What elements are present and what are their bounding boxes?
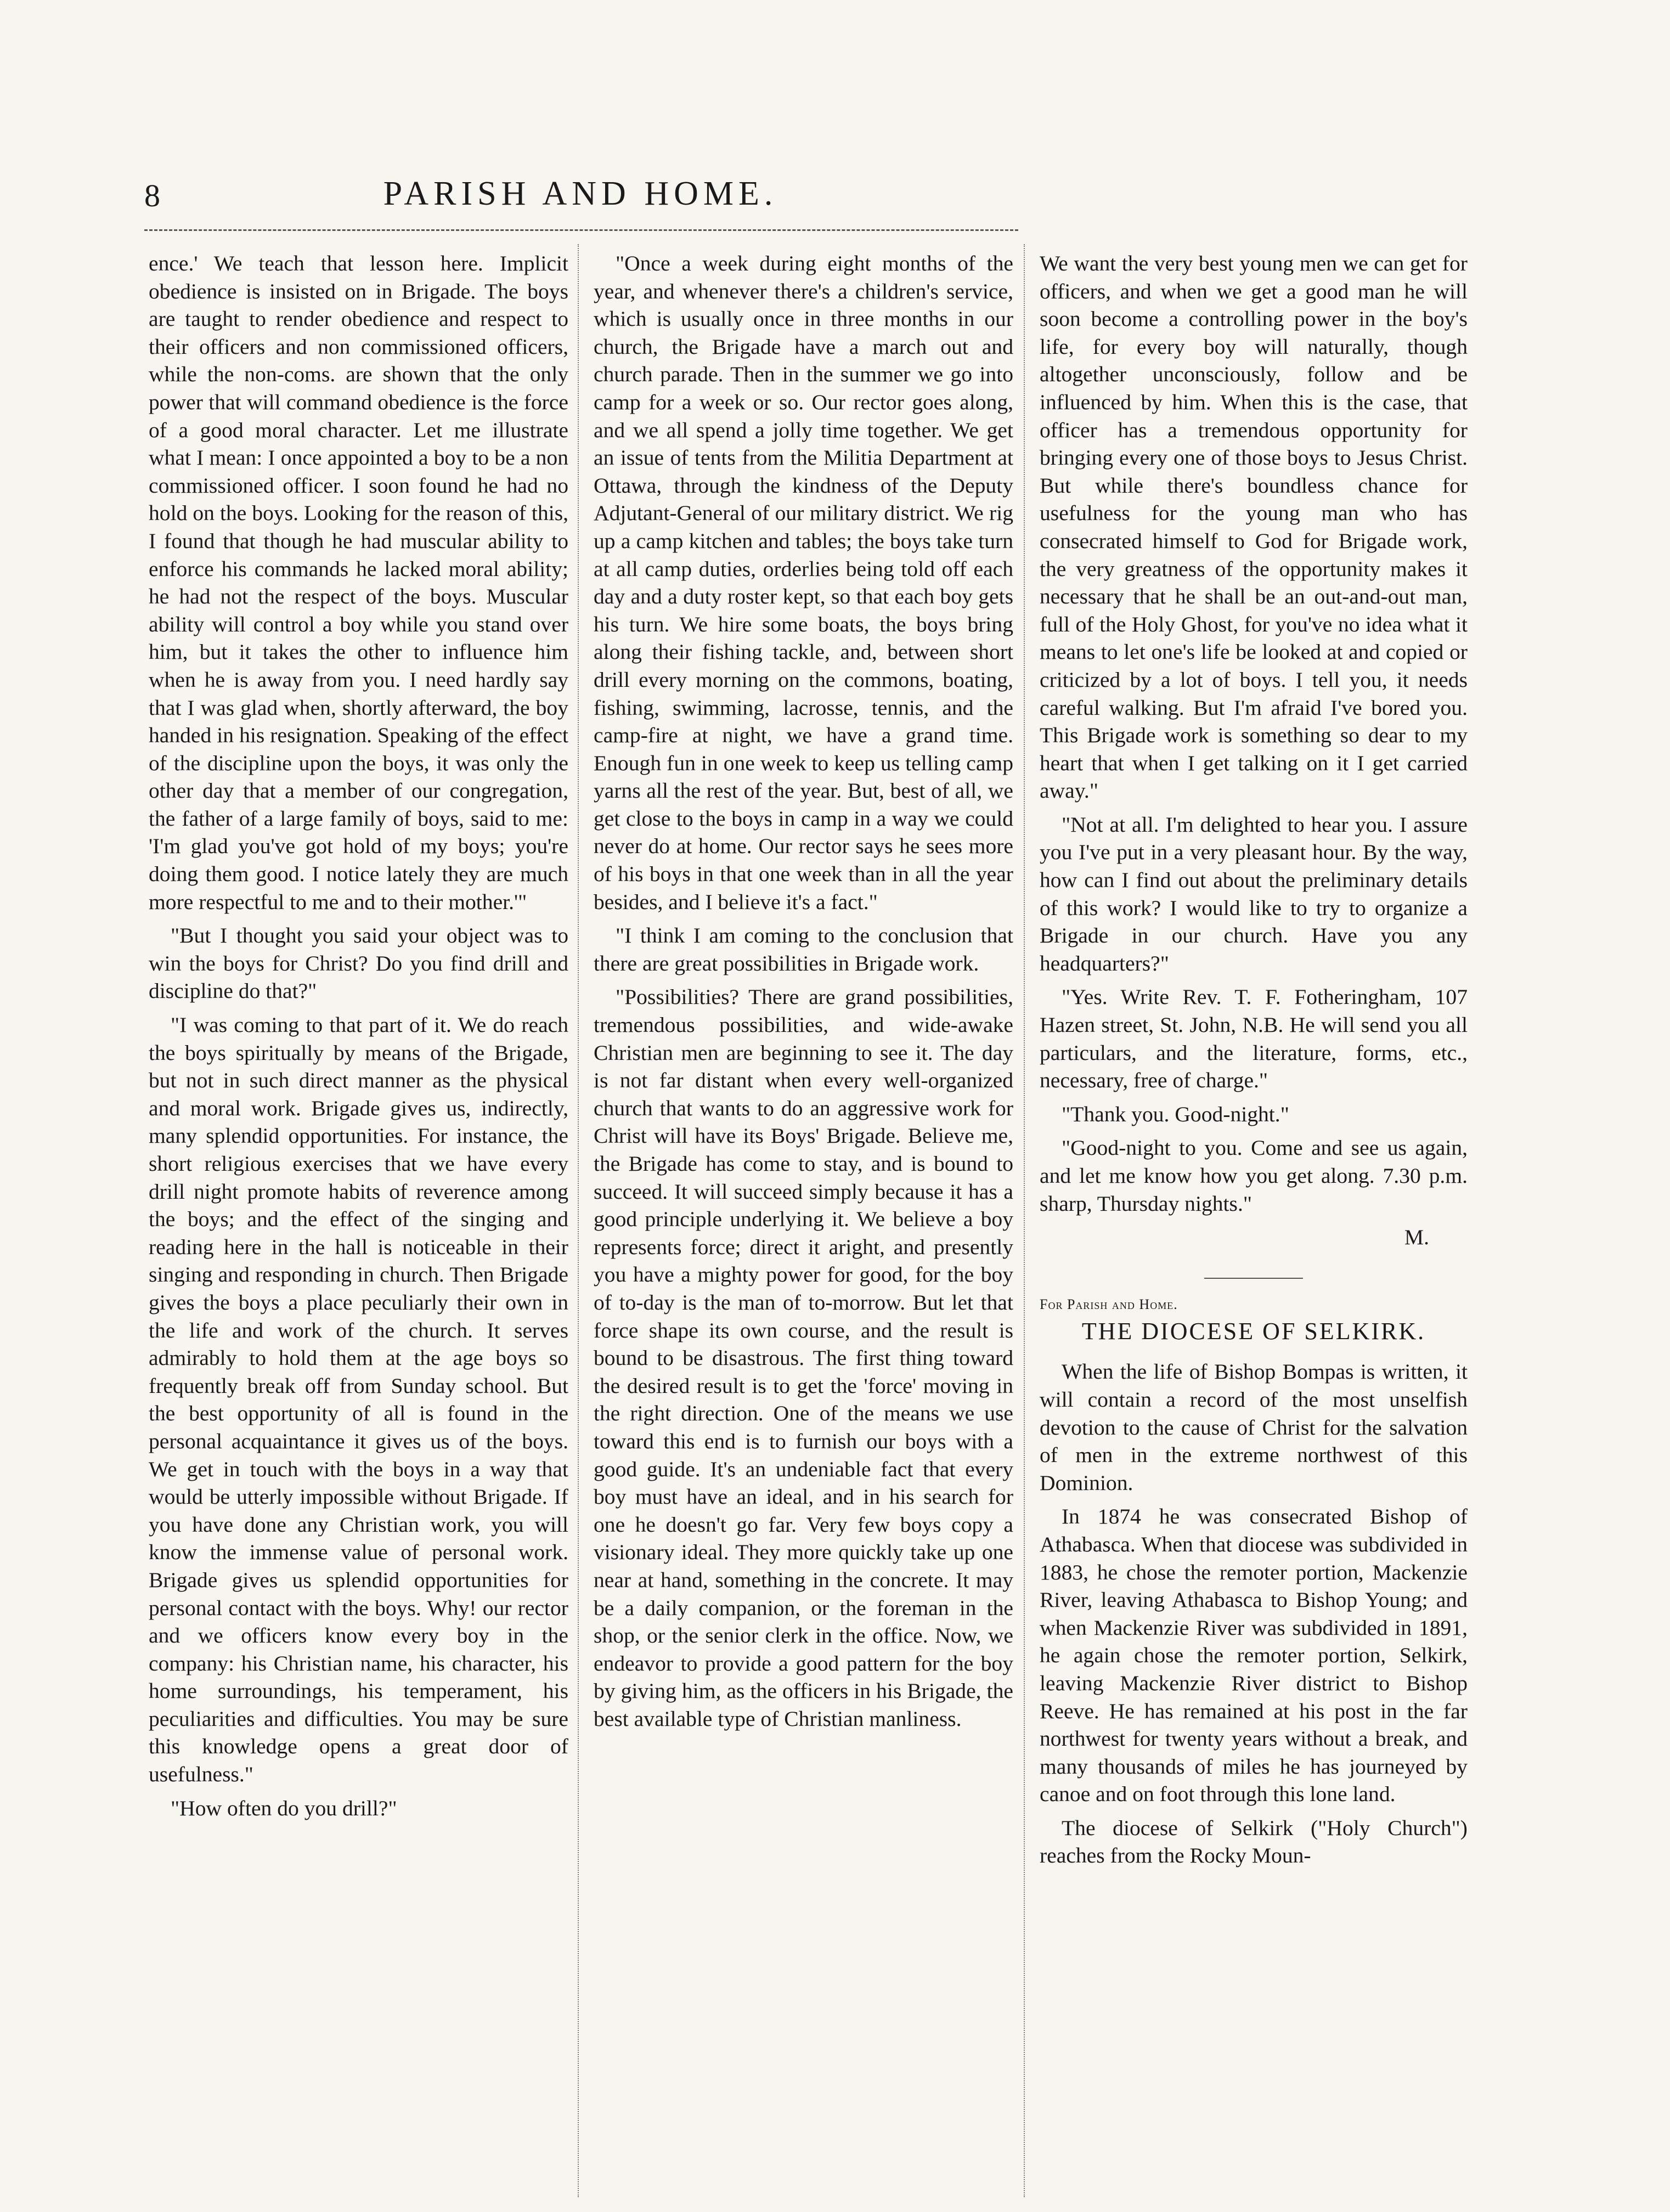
paragraph: In 1874 he was consecrated Bishop of Athabasca. When that diocese was subdivided in 1883, he chose the remoter portion, Mackenzie River, leaving Athabasca to Bishop Young; and when Mackenzie River was subdivided in 1891, he again chose the remoter portion, Selkirk, leaving Mackenzie River district to Bishop Reeve. He has remained at his post in the far northwest for twenty years without a break, and many thousands of miles he has journeyed by canoe and on foot through this lone land. bbox=[1040, 1504, 1468, 1807]
paragraph: "Yes. Write Rev. T. F. Fotheringham, 107 Hazen street, St. John, N.B. He will send you all particulars, and the literature, forms, etc., necessary, free of charge." bbox=[1040, 985, 1468, 1093]
article-rule bbox=[1204, 1278, 1303, 1279]
paragraph: When the life of Bishop Bompas is written, it will contain a record of the most unselfish devotion to the cause of Christ for the salvation of men in the extreme northwest of this Dominion. bbox=[1040, 1359, 1468, 1495]
paragraph: "Not at all. I'm delighted to hear you. I assure you I've put in a very pleasant hour. By the way, how can I find out about the preliminary details of this work? I would like to try to organize a Brigade in our church. Have you any headquarters?" bbox=[1040, 812, 1468, 975]
paragraph: "Once a week during eight months of the year, and whenever there's a children's service, which is usually once in three months in our church, the Brigade have a march out and church parade. Then in the summer we go into camp for a week or so. Our rector goes along, and we all spend a jolly time together. We get an issue of tents from the Militia Department at Ottawa, through the kindness of the Deputy Adjutant-General of our military district. We rig up a camp kitchen and tables; the boys take turn at all camp duties, orderlies being told off each day and a duty roster kept, so that each boy gets his turn. We hire some boats, the boys bring along their fishing tackle, and, between short drill every morning on the commons, boating, fishing, swimming, lacrosse, tennis, and the camp-fire at night, we have a grand time. Enough fun in one week to keep us telling camp yarns all the rest of the year. But, best of all, we get close to the boys in camp in a way we could never do at home. Our rector says he sees more of his boys in that one week than in all the year besides, and I believe it's a fact." bbox=[594, 251, 1013, 914]
paragraph: "But I thought you said your object was to win the boys for Christ? Do you find drill and discipline do that?" bbox=[149, 923, 568, 1003]
paragraph: "I was coming to that part of it. We do reach the boys spiritually by means of the Brigade, but not in such direct manner as the physical and moral work. Brigade gives us, indirectly, many splendid opportunities. For instance, the short religious exercises that we have every drill night promote habits of reverence among the boys; and the effect of the singing and reading here in the hall is noticeable in their singing and responding in church. Then Brigade gives the boys a place peculiarly their own in the life and work of the church. It serves admirably to hold them at the age boys so frequently break off from Sunday school. But the best opportunity of all is found in the personal acquaintance it gives us of the boys. We get in touch with the boys in a way that would be utterly impossible without Brigade. If you have done any Christian work, you will know the immense value of personal work. Brigade gives us splendid opportunities for personal contact with the boys. Why! our rector and we officers know every boy in the company: his Christian name, his character, his home surroundings, his temperament, his peculiarities and difficulties. You may be sure this knowledge opens a great door of usefulness." bbox=[149, 1013, 568, 1787]
paragraph: The diocese of Selkirk ("Holy Church") reaches from the Rocky Moun- bbox=[1040, 1815, 1468, 1868]
column-left bbox=[149, 250, 568, 1828]
column-right bbox=[1040, 250, 1468, 1876]
column-divider bbox=[1024, 244, 1025, 2197]
article-byline: For Parish and Home. bbox=[1040, 1296, 1178, 1312]
paragraph: "I think I am coming to the conclusion that there are great possibilities in Brigade work. bbox=[594, 923, 1013, 975]
paragraph: "Possibilities? There are grand possibilities, tremendous possibilities, and wide-awake Christian men are beginning to see it. The day is not far distant when every well-organized church that wants to do an aggressive work for Christ will have its Boys' Brigade. Believe me, the Brigade has come to stay, and is bound to succeed. It will succeed simply because it has a good principle underlying it. We believe a boy represents force; direct it aright, and presently you have a mighty power for good, for the boy of to-day is the man of to-morrow. But let that force shape its own course, and the result is bound to be disastrous. The first thing toward the desired result is to get the 'force' moving in the right direction. One of the means we use toward this end is to furnish our boys with a good guide. It's an undeniable fact that every boy must have an ideal, and in his search for one he doesn't go far. Very few boys copy a visionary ideal. They more quickly take up one near at hand, something in the concrete. It may be a daily companion, or the foreman in the shop, or the senior clerk in the office. Now, we endeavor to provide a good pattern for the boy by giving him, as the officers in his Brigade, the best available type of Christian manliness. bbox=[594, 985, 1013, 1731]
running-title: PARISH AND HOME. bbox=[383, 175, 778, 212]
paragraph: "Good-night to you. Come and see us again, and let me know how you get along. 7.30 p.m. sharp, Thursday nights." bbox=[1040, 1136, 1468, 1216]
article-diocese-of-selkirk bbox=[1040, 1278, 1468, 1870]
article-title: THE DIOCESE OF SELKIRK. bbox=[1081, 1317, 1426, 1345]
paragraph: "How often do you drill?" bbox=[171, 1796, 397, 1820]
column-divider bbox=[578, 244, 579, 2197]
paragraph: We want the very best young men we can get for officers, and when we get a good man he will soon become a controlling power in the boy's life, for every boy will naturally, though altogether unconsciously, follow and be influenced by him. When this is the case, that officer has a tremendous opportunity for bringing every one of those boys to Jesus Christ. But while there's boundless chance for usefulness for the young man who has consecrated himself to God for Brigade work, the very greatness of the opportunity makes it necessary that he shall be an out-and-out man, full of the Holy Ghost, for you've no idea what it means to let one's life be looked at and copied or criticized by a lot of boys. I tell you, it needs careful walking. But I'm afraid I've bored you. This Brigade work is something so dear to my heart that when I get talking on it I get carried away." bbox=[1040, 251, 1468, 803]
header-rule bbox=[144, 229, 1018, 231]
column-middle bbox=[594, 250, 1013, 1739]
page-header bbox=[144, 177, 1017, 237]
paragraph: ence.' We teach that lesson here. Implicit obedience is insisted on in Brigade. The boys are taught to render obedience and respect to their officers and non commissioned officers, while the non-coms. are shown that the only power that will command obedience is the force of a good moral character. Let me illustrate what I mean: I once appointed a boy to be a non commissioned officer. I soon found he had no hold on the boys. Looking for the reason of this, I found that though he had muscular ability to enforce his commands he lacked moral ability; he had not the respect of the boys. Muscular ability will control a boy while you stand over him, but it takes the other to influence him when he is away from you. I need hardly say that I was glad when, shortly afterward, the boy handed in his resignation. Speaking of the effect of the discipline upon the boys, it was only the other day that a member of our congregation, the father of a large family of boys, said to me: 'I'm glad you've got hold of my boys; you're doing them good. I notice lately they are much more respectful to me and to their mother.'" bbox=[149, 251, 568, 914]
paragraph: "Thank you. Good-night." bbox=[1062, 1102, 1289, 1126]
page-number: 8 bbox=[144, 178, 160, 213]
signature: M. bbox=[1404, 1225, 1429, 1250]
